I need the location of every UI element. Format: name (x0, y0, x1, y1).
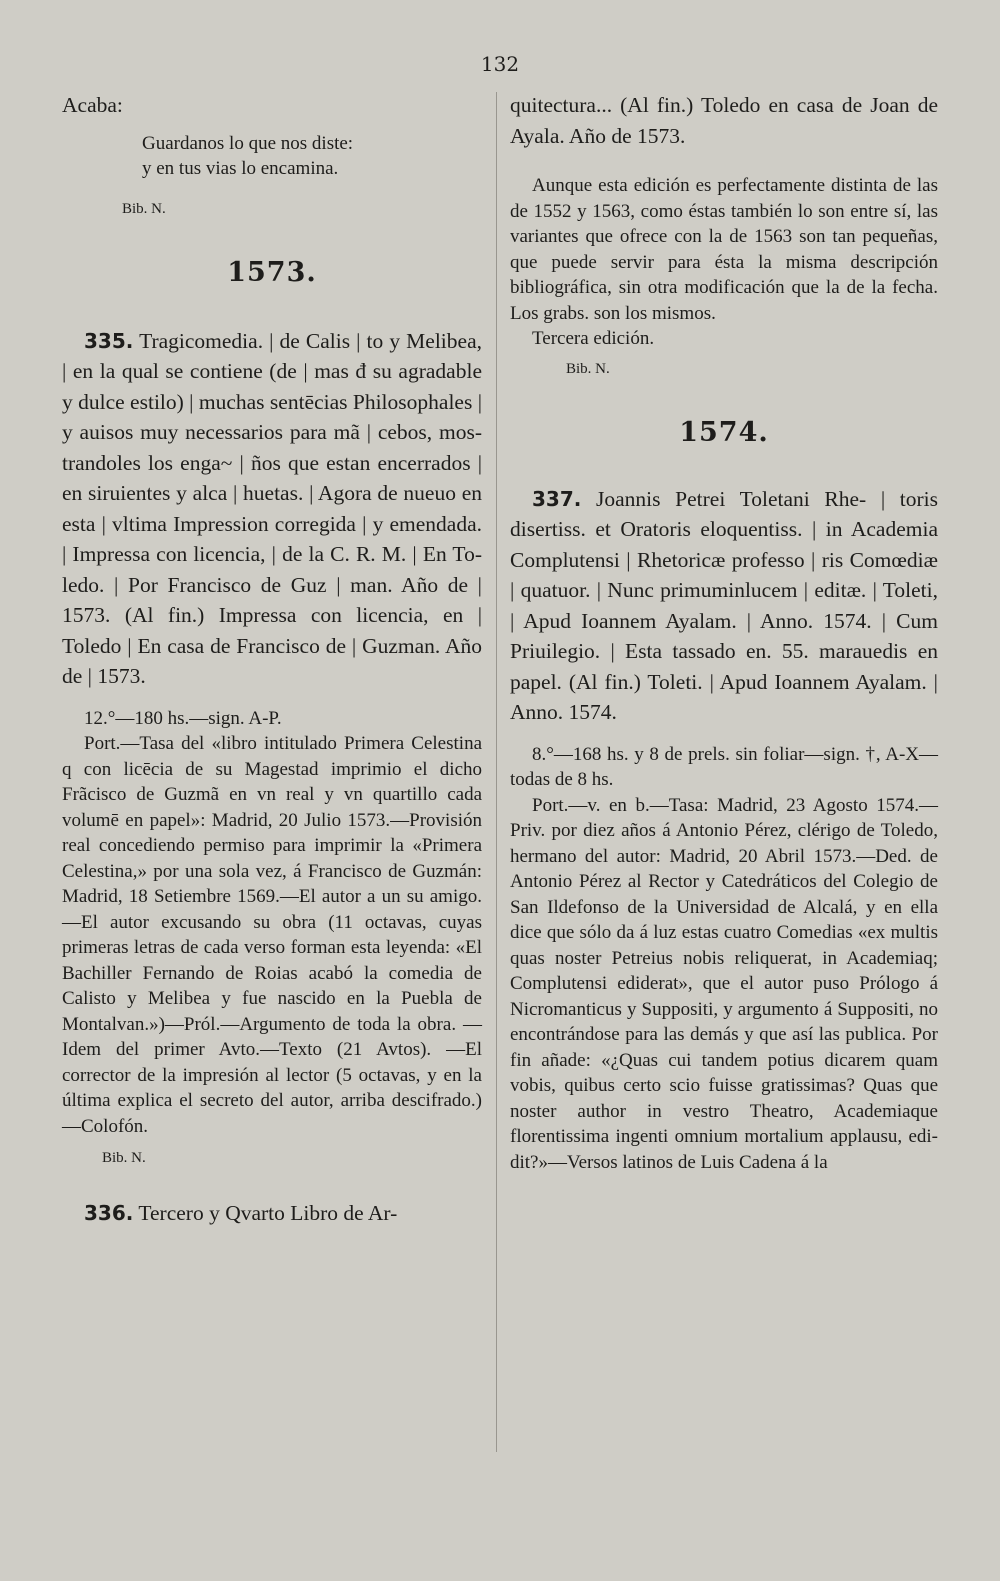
year-heading: 1574. (679, 416, 769, 448)
acaba-label: Acaba: (62, 93, 123, 117)
entry-number: 335. (84, 328, 134, 353)
entry-number: 337. (532, 486, 582, 511)
quote-line: Guardanos lo que nos diste: (142, 132, 354, 154)
entry-336-continuation: quitectura... (Al fin.) Toledo en casa de Joan de Ayala. Año de 1573. (510, 93, 938, 148)
entry-number: 336. (84, 1201, 134, 1225)
entry-format: 12.°—180 hs.—sign. A-P. (84, 707, 282, 729)
year-heading: 1573. (227, 256, 317, 288)
edition-note: Tercera edición. (532, 328, 655, 349)
library-ref: Bib. N. (122, 200, 166, 217)
entry-335 (62, 326, 482, 692)
left-column (62, 80, 482, 1229)
closing-quote (142, 131, 482, 182)
library-ref: Bib. N. (102, 1150, 146, 1166)
entry-title-transcription: Tragicomedia. | de Calis | to y Melibea, | en la qual se contiene (de | mas đ su agradable y dulce estilo) | muchas sentēcias Philosophales | y auisos muy necessarios para mã | cebos, mostrandoles los enga~ | ños que estan encerrados | en siruientes y alca | huetas. | Agora de nueuo en esta | vltima Impression corregida | y emendada. | Impressa con licencia, | de la C. R. M. | En Toledo. | Por Francisco de Guz | man. Año de | 1573. (Al fin.) Impressa con licencia, en | Toledo | En casa de Francisco de | Guzman. Año de | 1573. (62, 328, 483, 688)
entry-notes: Port.—Tasa del «libro intitulado Primera Celestina q con licēcia de su Magestad imprimio el dicho Frãcisco de Guzmã en vn real y vn quartillo cada volumē en papel»: Madrid, 20 Julio 1573.—Provisión real concediendo permiso para imprimir la «Primera Celestina,» por una sola vez, á Francisco de Guzmán: Madrid, 18 Setiembre 1569.—El autor a un su amigo.—El autor excusando su obra (11 octavas, cuyas primeras letras de cada verso forman esta leyenda: «El Bachiller Fernando de Roias acabó la comedia de Calisto y Melibea y fue nascido en la Puebla de Montalvan.»)—Pról.—Argumento de toda la obra. —Idem del primer Avto.—Texto (21 Avtos). —El corrector de la impresión al lector (5 octavas, y en la última explica el secreto del autor, arriba descifrado.)—Colofón. (62, 733, 482, 1137)
entry-notes: Port.—v. en b.—Tasa: Madrid, 23 Agosto 1574.—Priv. por diez años á Antonio Pérez, clérigo de Toledo, hermano del autor: Madrid, 20 Abril 1573.—Ded. de Antonio Pérez al Rector y Catedráticos del Colegio de San Ildefonso de la Universidad de Alcalá, y en ella dice que sólo da á luz estas cuatro Comedias «ex multis quas noster Petreius nobis reliquerat, in Academiaq; Complutensi ediderat», que el autor puso Prólogo á Nicromanticus y Suppositi, y argumento á Suppositi, no encontrándose para las demás y que así las publica. Por fin añade: «¿Quas cui tandem potius dicarem quam vobis, quibus certo scio fuisse gratissimas? Quas que noster author in vestro Theatro, Academiaque florentissima ingenti omnium mortalium applausu, edidit?»—Versos latinos de Luis Cadena á la (510, 794, 938, 1173)
page-number: 132 (480, 52, 520, 76)
right-column (510, 80, 938, 1175)
entry-title-transcription: Tercero y Qvarto Libro de Ar- (138, 1201, 398, 1225)
quote-line: y en tus vias lo encamina. (142, 158, 339, 179)
library-ref: Bib. N. (566, 360, 610, 377)
entry-336 (62, 1198, 482, 1229)
entry-337 (510, 484, 938, 728)
column-divider (496, 92, 497, 1452)
entry-title-transcription: Joannis Petrei Toletani Rhe- | toris disertiss. et Oratoris eloquentiss. | in Academia Complutensi | Rhetoricæ professo | ris Comœdiæ | quatuor. | Nunc primuminlucem | editæ. | Toleti, | Apud Ioannem Ayalam. | Anno. 1574. | Cum Priuilegio. | Esta tassado en. 55. marauedis en papel. (Al fin.) Toleti. | Apud Ioannem Ayalam. | Anno. 1574. (510, 486, 939, 724)
commentary-paragraph: Aunque esta edición es perfectamente distinta de las de 1552 y 1563, como éstas también lo son entre sí, las variantes que ofrece con la de 1563 son tan pequeñas, que puede servir para ésta la misma descripción bibliográfica, sin otra modificación que la de la fecha. Los grabs. son los mismos. (510, 175, 938, 324)
entry-format: 8.°—168 hs. y 8 de prels. sin foliar—sign. †, A-X—todas de 8 hs. (510, 743, 938, 790)
